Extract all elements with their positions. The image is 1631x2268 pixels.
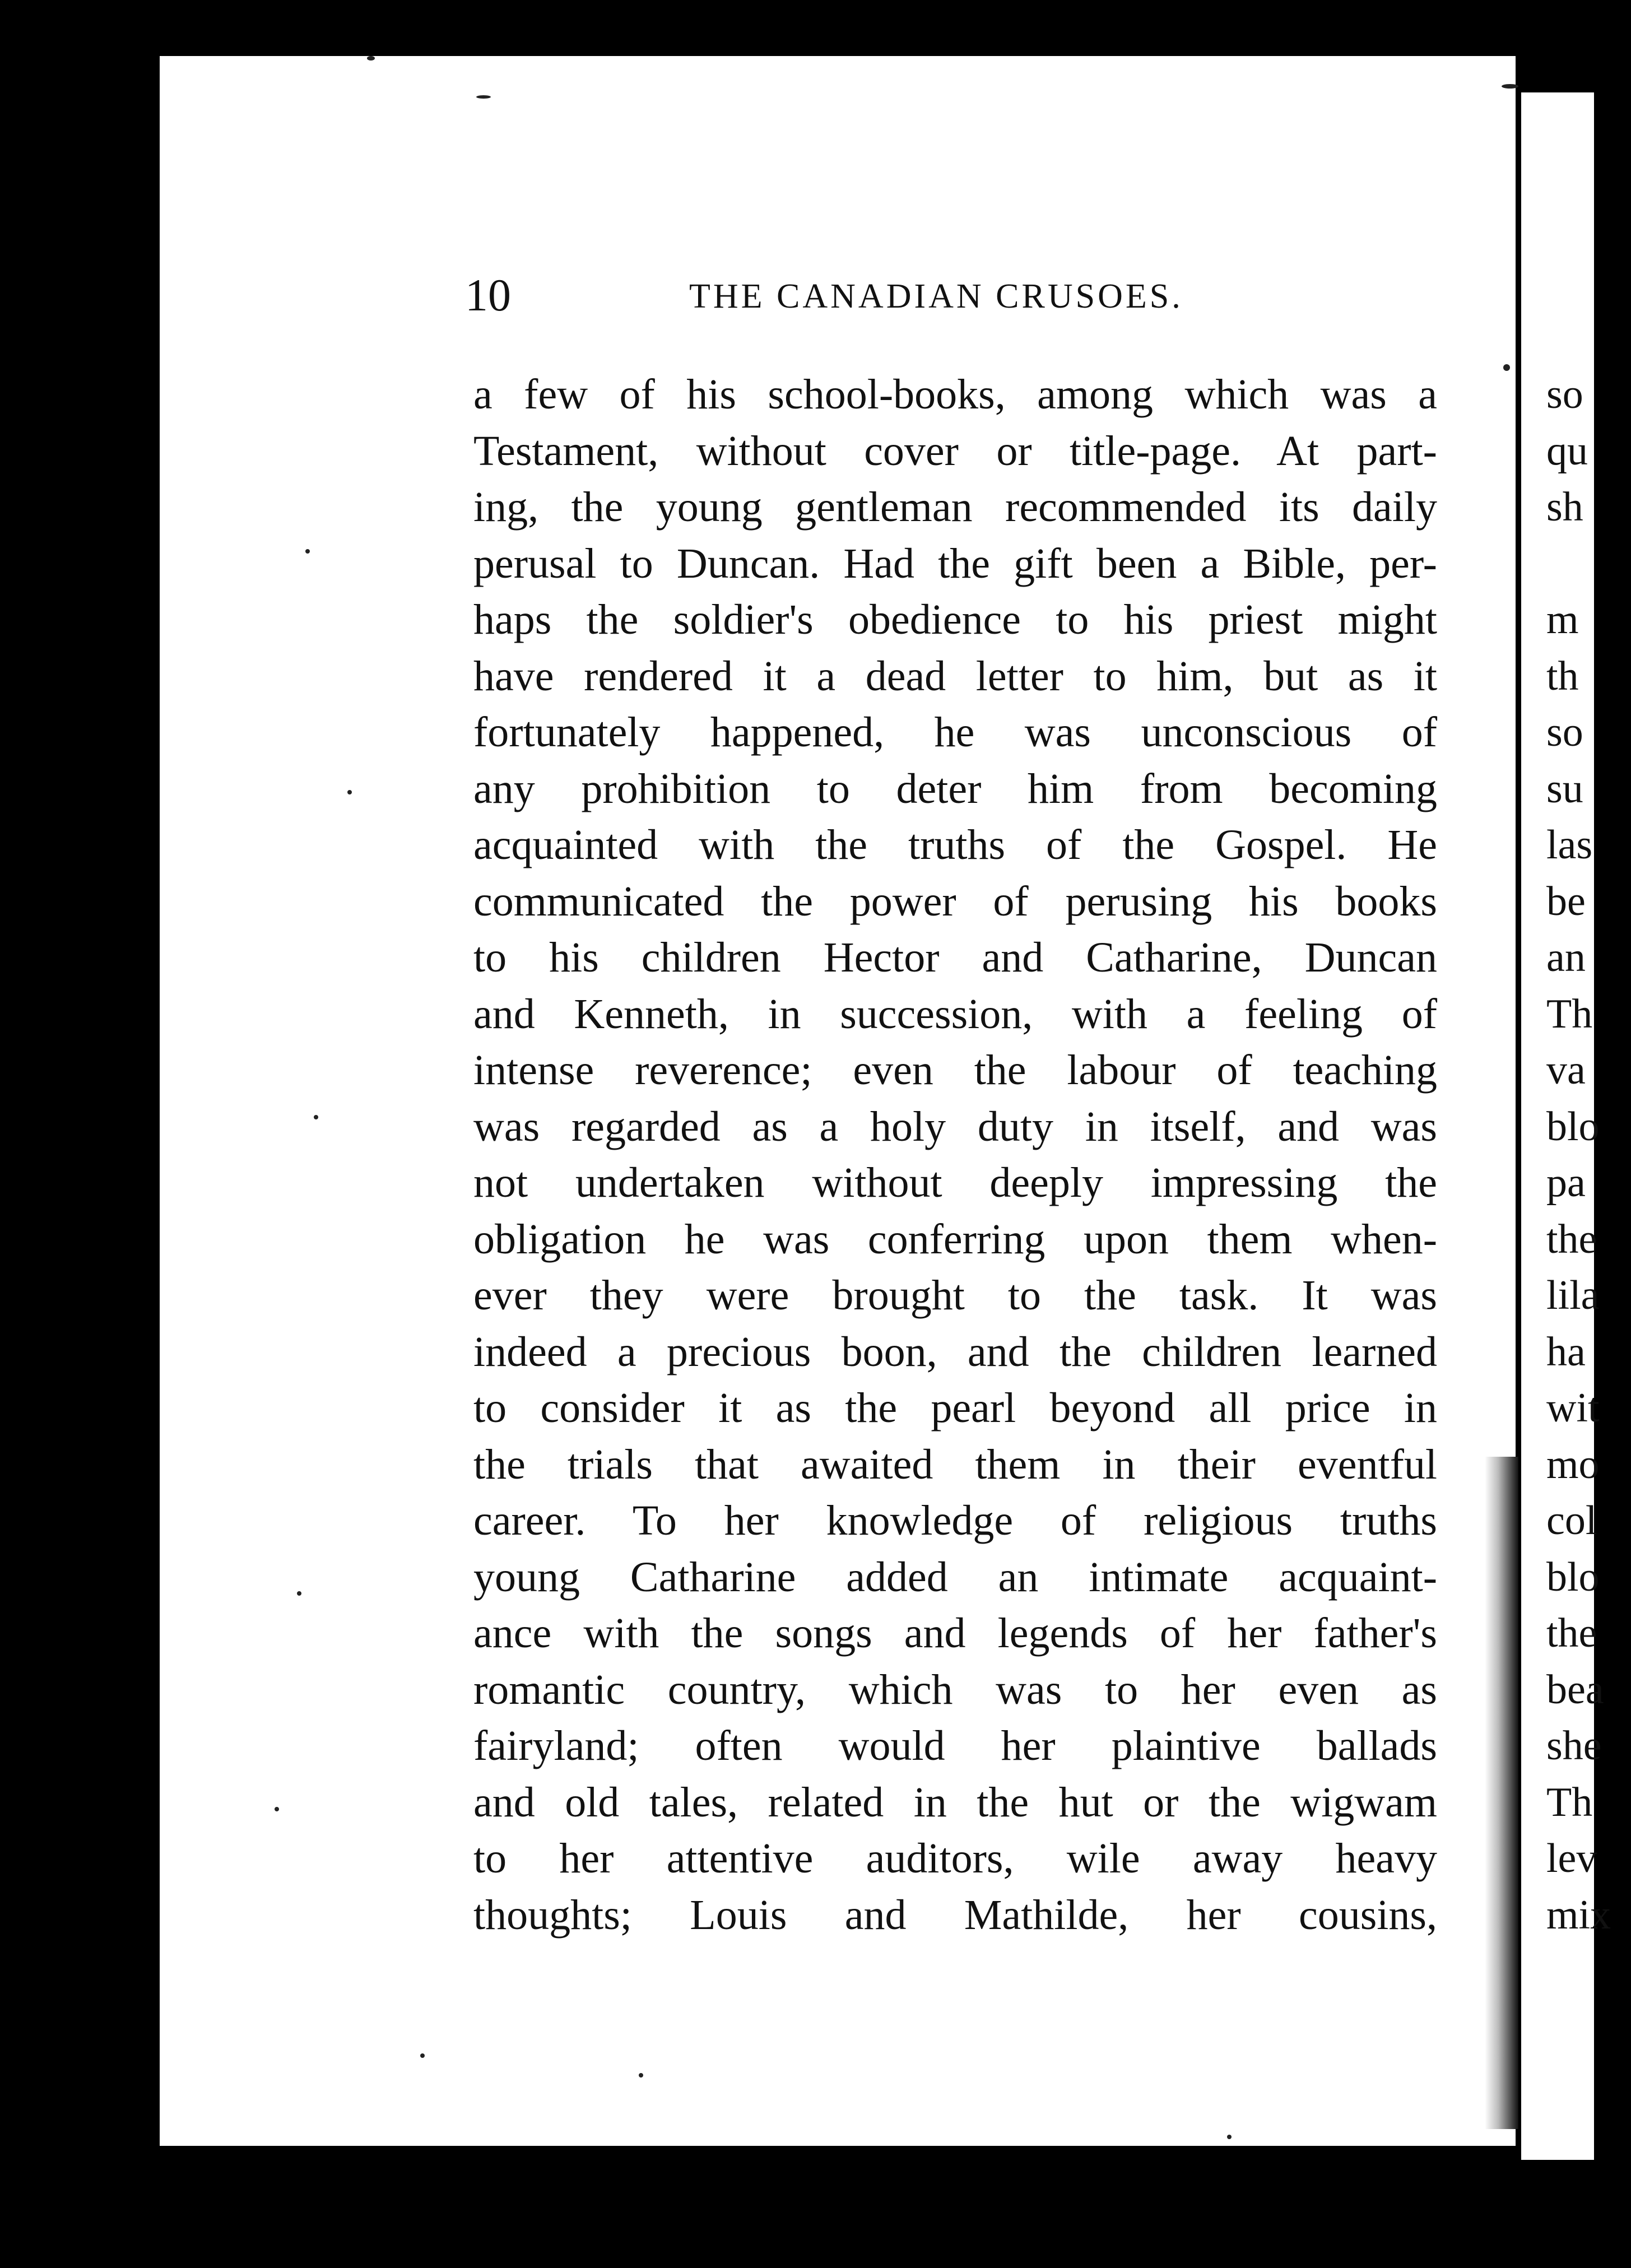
- facing-page-fragment: so: [1546, 371, 1583, 417]
- page-number: 10: [465, 269, 511, 320]
- facing-page-fragment: so: [1546, 709, 1583, 755]
- text-line: young Catharine added an intimate acquaint-: [473, 1553, 1437, 1601]
- facing-page-fragment: be: [1546, 878, 1586, 924]
- text-line: acquainted with the truths of the Gospel. He: [473, 821, 1437, 868]
- text-line: romantic country, which was to her even as: [473, 1666, 1437, 1713]
- text-line: to her attentive auditors, wile away heavy: [473, 1835, 1437, 1882]
- scan-speck: [1503, 364, 1510, 371]
- facing-page-fragment: pa: [1546, 1160, 1586, 1206]
- text-line: ing, the young gentleman recommended its daily: [473, 484, 1437, 531]
- facing-page-fragment: mo: [1546, 1441, 1600, 1488]
- facing-page-fragment: ha: [1546, 1328, 1586, 1375]
- text-line: and Kenneth, in succession, with a feeling of: [473, 990, 1437, 1038]
- facing-page-fragment: Th: [1546, 991, 1593, 1037]
- text-line: obligation he was conferring upon them when-: [473, 1215, 1437, 1263]
- scan-speck: [367, 56, 375, 61]
- text-line: any prohibition to deter him from becoming: [473, 765, 1437, 812]
- facing-page-fragment: qu: [1546, 427, 1588, 474]
- text-line: the trials that awaited them in their eventful: [473, 1440, 1437, 1488]
- facing-page-fragment: th: [1546, 653, 1579, 699]
- facing-page-fragment: mix: [1546, 1891, 1611, 1938]
- scan-speck: [275, 1807, 279, 1811]
- text-line: not undertaken without deeply impressing the: [473, 1159, 1437, 1206]
- text-line: ance with the songs and legends of her father's: [473, 1610, 1437, 1657]
- scan-speck: [1502, 84, 1518, 89]
- facing-page-fragment: va: [1546, 1047, 1586, 1093]
- text-line: ever they were brought to the task. It was: [473, 1272, 1437, 1319]
- facing-page-fragment: blo: [1546, 1103, 1600, 1150]
- text-line: Testament, without cover or title-page. At part-: [473, 427, 1437, 475]
- facing-page-fragment: lev: [1546, 1835, 1597, 1881]
- facing-page-fragment: the: [1546, 1610, 1597, 1656]
- text-line: perusal to Duncan. Had the gift been a Bible, per-: [473, 540, 1437, 587]
- text-line: have rendered it a dead letter to him, but as it: [473, 652, 1437, 700]
- facing-page-fragment: blo: [1546, 1554, 1600, 1600]
- running-title: THE CANADIAN CRUSOES.: [689, 277, 1183, 315]
- text-line: indeed a precious boon, and the children learned: [473, 1328, 1437, 1375]
- facing-page-fragment: su: [1546, 765, 1583, 812]
- facing-page-fragment: m: [1546, 597, 1579, 643]
- text-line: fortunately happened, he was unconscious of: [473, 709, 1437, 756]
- text-line: career. To her knowledge of religious truths: [473, 1497, 1437, 1544]
- scan-speck: [347, 790, 352, 794]
- scan-speck: [297, 1591, 301, 1596]
- text-line: haps the soldier's obedience to his priest might: [473, 596, 1437, 643]
- text-line: a few of his school-books, among which was a: [473, 371, 1437, 418]
- text-line: intense reverence; even the labour of teaching: [473, 1047, 1437, 1094]
- text-line: was regarded as a holy duty in itself, and was: [473, 1103, 1437, 1150]
- scan-speck: [476, 95, 491, 99]
- facing-page-fragment: the: [1546, 1216, 1597, 1262]
- text-line: and old tales, related in the hut or the wigwam: [473, 1778, 1437, 1826]
- facing-page-text: [1546, 366, 1630, 1946]
- binding-shadow: [1485, 1457, 1518, 2129]
- facing-page-fragment: bea: [1546, 1666, 1604, 1713]
- text-line: communicated the power of perusing his books: [473, 877, 1437, 925]
- body-text: [473, 366, 1437, 1943]
- scan-speck: [1227, 2135, 1232, 2139]
- text-line: thoughts; Louis and Mathilde, her cousins,: [473, 1891, 1437, 1939]
- running-head: [465, 269, 1440, 319]
- scan-speck: [305, 549, 310, 554]
- facing-page-fragment: lila: [1546, 1272, 1600, 1318]
- scan-speck: [639, 2073, 643, 2078]
- facing-page-fragment: she: [1546, 1723, 1602, 1769]
- facing-page-fragment: col: [1546, 1498, 1597, 1544]
- text-line: to consider it as the pearl beyond all price in: [473, 1384, 1437, 1432]
- facing-page-fragment: an: [1546, 935, 1586, 980]
- facing-page-fragment: Th: [1546, 1779, 1593, 1825]
- text-line: to his children Hector and Catharine, Duncan: [473, 934, 1437, 981]
- facing-page-fragment: wit: [1546, 1385, 1600, 1431]
- facing-page-fragment: las: [1546, 822, 1593, 868]
- scan-speck: [420, 2053, 425, 2058]
- text-line: fairyland; often would her plaintive ballads: [473, 1722, 1437, 1769]
- scan-speck: [314, 1115, 318, 1119]
- facing-page-fragment: sh: [1546, 484, 1583, 530]
